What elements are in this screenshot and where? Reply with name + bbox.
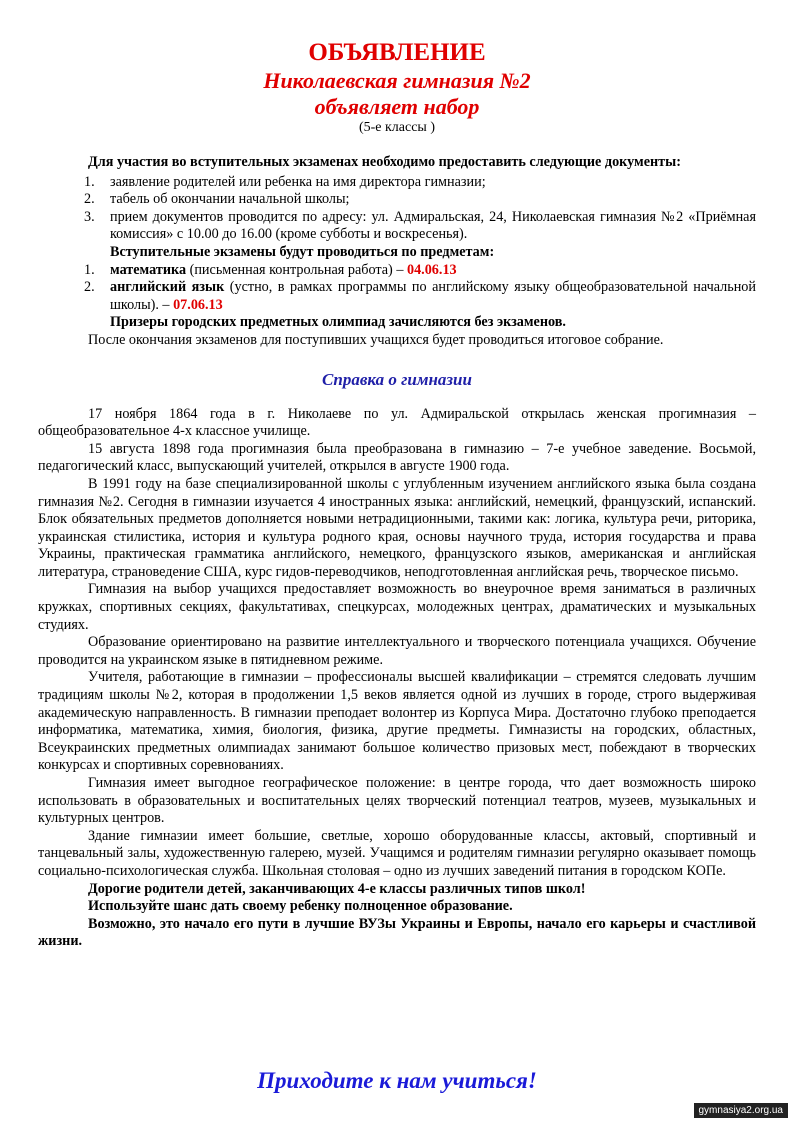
about-paragraph: В 1991 году на базе специализированной школы с углубленным изучением английского языка была создана гимназия №2. Сегодня в гимназии изучается 4 иностранных языка: английский, немецкий, французский, испанский. Блок обязательных предметов дополняется новыми нетрадиционными, такими как: логика, культура речи, риторика, украинская стилистика, история и культура родного края, основы научного труда, история государства и права Украины, практическая грамматика английского, немецкого, французского языков, американская и английская литература, страноведение США, курс гидов-переводчиков, неподготовленная английская речь, творческое письмо.	[38, 475, 756, 580]
website-watermark: gymnasiya2.org.ua	[694, 1103, 789, 1118]
about-paragraph: Образование ориентировано на развитие интеллектуального и творческого потенциала учащихся. Обучение проводится на украинском языке в пятидневном режиме.	[38, 634, 756, 668]
closing-call: Приходите к нам учиться!	[257, 1068, 537, 1093]
about-paragraph: Гимназия имеет выгодное географическое положение: в центре города, что дает возможность широко использовать в образовательных и воспитательных целях творческий потенциал театров, музеев, музыкальных и культурных центров.	[38, 775, 756, 827]
future-appeal: Возможно, это начало его пути в лучшие ВУЗы Украины и Европы, начало его карьеры и счастливой жизни.	[38, 915, 756, 950]
exam-item-number: 1.	[84, 261, 95, 278]
about-title: Справка о гимназии	[322, 369, 472, 389]
exam-detail: (устно, в рамках программы по английскому языку общеобразовательной начальной школы). –	[110, 279, 756, 313]
exam-subject: математика	[110, 261, 187, 278]
school-name: Николаевская гимназия №2	[263, 68, 531, 93]
documents-list	[38, 174, 756, 244]
classes-note: (5-е классы )	[358, 120, 436, 135]
parents-appeal: Дорогие родители детей, заканчивающих 4-е классы различных типов школ!	[88, 880, 586, 897]
documents-section	[38, 154, 756, 350]
exams-heading: Вступительные экзамены будут проводиться по предметам:	[110, 243, 495, 260]
exam-item-number: 2.	[84, 279, 95, 296]
document-item	[38, 191, 756, 209]
about-paragraph: Гимназия на выбор учащихся предоставляет возможность во внеурочное время заниматься в различных кружках, спортивных секциях, факультативах, спецкурсах, молодежных центрах, драматических и музыкальных студиях.	[38, 581, 756, 633]
document-item-text: табель об окончании начальной школы;	[110, 191, 350, 208]
document-item-number: 3.	[84, 208, 95, 225]
announcement-page	[38, 38, 756, 951]
exam-item	[38, 279, 756, 314]
about-paragraph: 17 ноября 1864 года в г. Николаеве по ул. Адмиральской открылась женская прогимназия – общеобразовательное 4-х классное училище.	[38, 405, 756, 440]
document-item	[38, 209, 756, 244]
about-section	[38, 406, 756, 951]
exam-date: 07.06.13	[173, 296, 223, 313]
exam-item	[38, 262, 756, 280]
document-item-text: заявление родителей или ребенка на имя директора гимназии;	[110, 173, 486, 190]
about-paragraph: 15 августа 1898 года прогимназия была преобразована в гимназию – 7-е учебное заведение. Восьмой, педагогический класс, выпускающий учителей, открылся в августе 1900 года.	[38, 440, 756, 475]
documents-intro: Для участия во вступительных экзаменах необходимо предоставить следующие документы:	[88, 154, 681, 170]
announcement-title: ОБЪЯВЛЕНИЕ	[308, 39, 486, 66]
exams-list	[38, 262, 756, 315]
document-item-text: прием документов проводится по адресу: ул. Адмиральская, 24, Николаевская гимназия №2 «Приёмная комиссия» с 10.00 до 16.00 (кроме субботы и воскресенья).	[110, 208, 756, 243]
document-item	[38, 174, 756, 192]
olympiad-note: Призеры городских предметных олимпиад зачисляются без экзаменов.	[110, 314, 566, 331]
document-item-number: 2.	[84, 191, 95, 208]
chance-appeal: Используйте шанс дать своему ребенку полноценное образование.	[88, 898, 513, 915]
document-item-number: 1.	[84, 173, 95, 190]
exam-subject: английский язык	[110, 279, 225, 296]
final-meeting-note: После окончания экзаменов для поступивших учащихся будет проводиться итоговое собрание.	[88, 331, 664, 348]
about-paragraph: Учителя, работающие в гимназии – профессионалы высшей квалификации – стремятся следовать лучшим традициям школы №2, которая в продолжении 1,5 веков является одной из лучших в городе, строго выдерживая академическую направленность. В гимназии преподает волонтер из Корпуса Мира. Достаточно глубоко преподается информатика, математика, химия, биология, физика, другие предметы. Гимназисты на городских, областных, Всеукраинских предметных олимпиадах занимают большое количество призовых мест, побеждают в творческих конкурсах и спортивных соревнованиях.	[38, 669, 756, 774]
enrollment-heading: объявляет набор	[314, 94, 480, 119]
about-paragraph: Здание гимназии имеет большие, светлые, хорошо оборудованные классы, актовый, спортивный и танцевальный залы, художественную галерею, музей. Учащимся и родителям гимназии регулярно оказывает помощь социально-психологическая служба. Школьная столовая – одно из лучших заведений питания в городском КОПе.	[38, 827, 756, 879]
exam-date: 04.06.13	[406, 261, 457, 278]
exam-detail: (письменная контрольная работа) –	[186, 261, 407, 278]
